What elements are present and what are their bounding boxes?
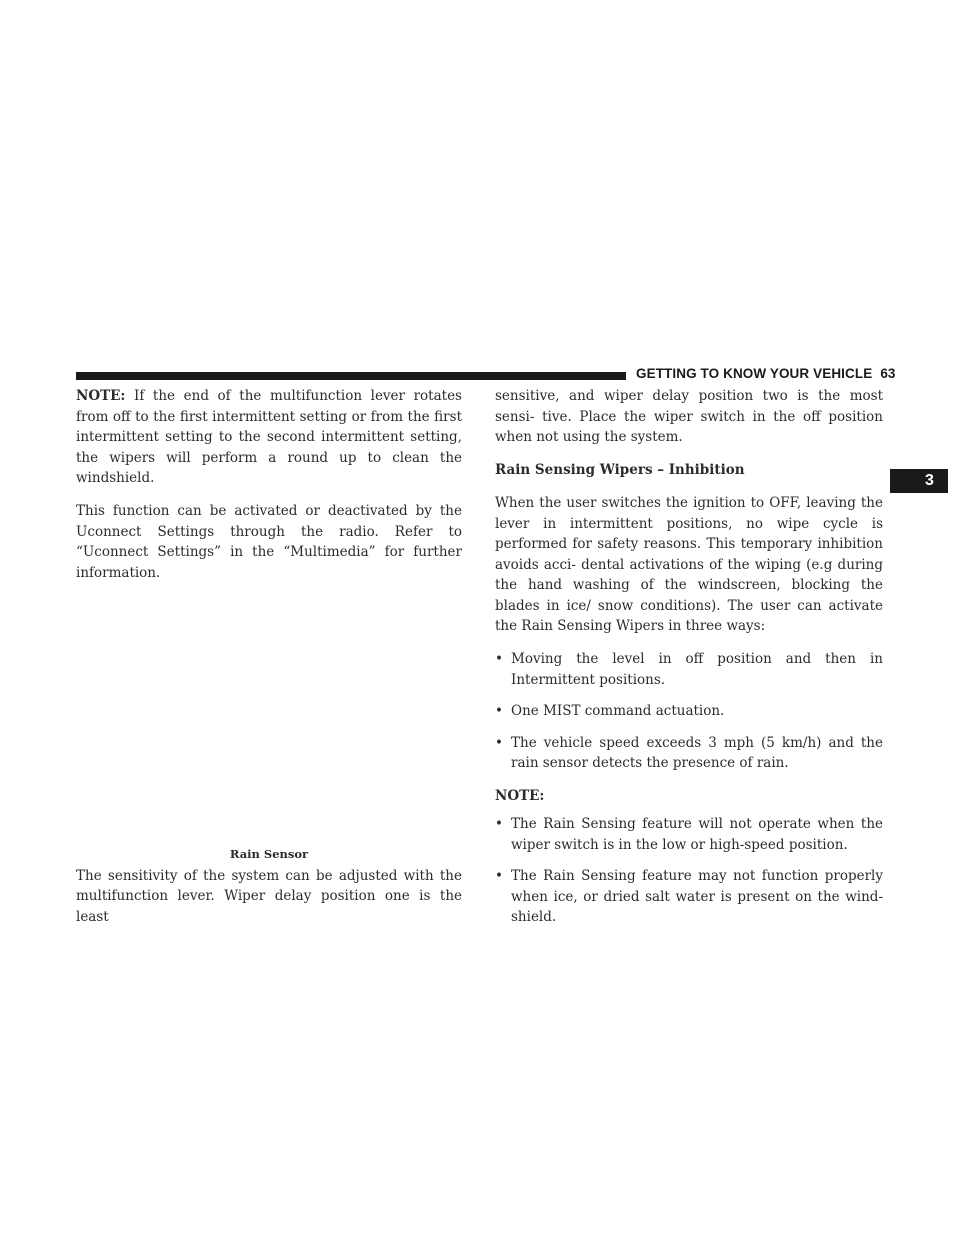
- note-label: NOTE:: [76, 388, 126, 404]
- list-item-text: The Rain Sensing feature will not operate when the wiper switch is in the low or high-speed position.: [511, 816, 883, 853]
- note-paragraph: [76, 386, 462, 489]
- list-item-text: Moving the level in off position and then in Intermittent positions.: [511, 651, 883, 688]
- sensitivity-paragraph: The sensitivity of the system can be adjusted with the multifunction lever. Wiper delay position one is the least: [76, 867, 462, 925]
- bullet-icon: •: [495, 816, 503, 832]
- rain-sensor-figure: [76, 596, 462, 846]
- activation-list: [495, 649, 883, 774]
- section-title: GETTING TO KNOW YOUR VEHICLE: [636, 366, 873, 381]
- list-item: [495, 701, 883, 722]
- chapter-tab: 3: [890, 469, 948, 493]
- bullet-icon: •: [495, 734, 503, 751]
- list-item: [495, 866, 883, 928]
- sensitivity-continued-paragraph: sensitive, and wiper delay position two is the most sensi- tive. Place the wiper switch in the off position when not using the system.: [495, 388, 883, 445]
- header-rule: [76, 372, 626, 380]
- note-list: [495, 814, 883, 928]
- bullet-icon: •: [495, 651, 503, 667]
- left-column: [76, 386, 462, 940]
- note-heading: NOTE:: [495, 787, 545, 804]
- list-item: [495, 649, 883, 690]
- inhibition-subheading: Rain Sensing Wipers – Inhibition: [495, 462, 745, 478]
- settings-paragraph: This function can be activated or deactivated by the Uconnect Settings through the radio. Refer to “Uconnect Settings” in the “Multimedia” for further information.: [76, 503, 462, 581]
- list-item: [495, 733, 883, 774]
- figure-caption: Rain Sensor: [229, 846, 309, 861]
- right-column: [495, 386, 883, 940]
- list-item-text: The Rain Sensing feature may not function properly when ice, or dried salt water is present on the wind- shield.: [511, 868, 883, 925]
- page-number: 63: [880, 366, 896, 381]
- inhibition-paragraph: When the user switches the ignition to OFF, leaving the lever in intermittent positions, no wipe cycle is performed for safety reasons. This temporary inhibition avoids acci- dental activations of the wiping (e.g during the hand washing of the windscreen, blocking the blades in ice/ snow conditions). The user can activate the Rain Sensing Wipers in three ways:: [495, 495, 883, 634]
- note-text: If the end of the multifunction lever rotates from off to the first intermittent setting or from the first intermittent setting to the second intermittent setting, the wipers will perform a round up to clean the windshield.: [76, 388, 462, 486]
- list-item: [495, 814, 883, 855]
- running-header: [636, 366, 896, 381]
- bullet-icon: •: [495, 868, 503, 884]
- bullet-icon: •: [495, 703, 503, 719]
- list-item-text: The vehicle speed exceeds 3 mph (5 km/h) and the rain sensor detects the presence of rain.: [511, 734, 883, 771]
- list-item-text: One MIST command actuation.: [511, 703, 725, 719]
